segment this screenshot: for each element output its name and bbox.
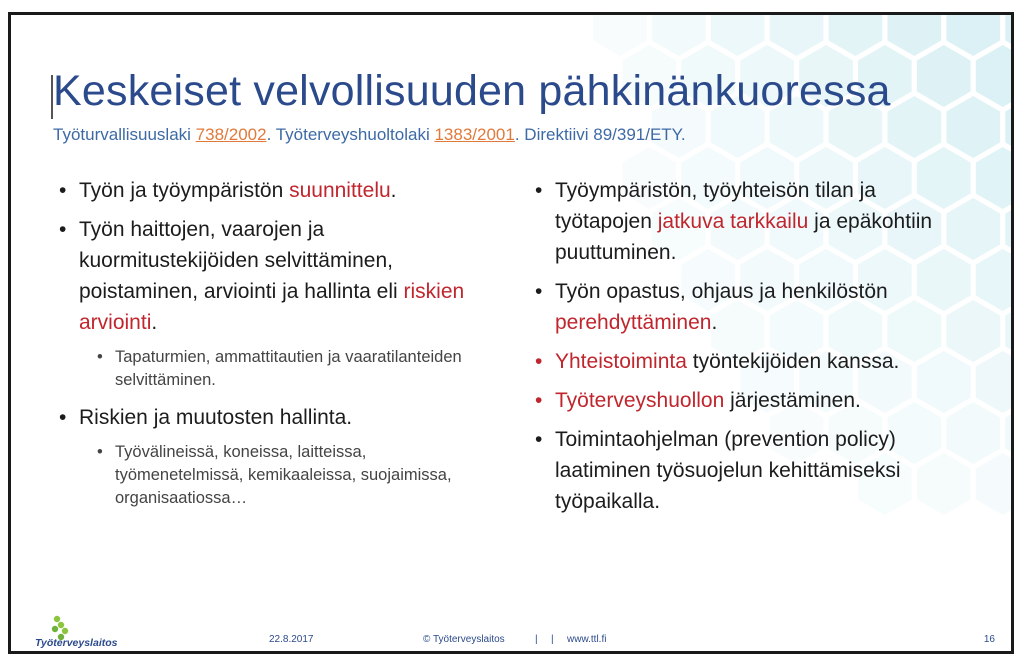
hexagon-shape [829,15,883,56]
footer-url[interactable]: www.ttl.fi [567,634,607,645]
item-text: Työn haittojen, vaarojen ja kuormitustekijöiden selvittäminen, poistaminen, arviointi ja hallinta eli [79,218,404,303]
hexagon-shape [770,15,824,56]
sub-list-item [95,441,477,510]
hexagon-shape [1005,300,1011,362]
item-suffix: . [151,311,158,334]
bullet-dot-icon: • [59,179,67,202]
list-item [533,385,973,416]
item-suffix: . [711,311,718,334]
bullet-dot-icon: • [535,179,543,202]
slide-footer [11,611,1011,651]
item-highlight: riskien arviointi [79,280,465,334]
list-item [533,346,973,377]
item-highlight: suunnittelu [289,179,391,202]
item-text: Työympäristön, työyhteisön tilan ja työtapojen [555,179,876,233]
bullet-dot-icon: • [59,218,67,241]
subtitle-text: . Työterveyshuoltolaki [266,125,435,144]
hexagon-shape [888,15,942,56]
sub-item-text: Tapaturmien, ammattitautien ja vaaratilanteiden selvittäminen. [115,348,462,389]
hexagon-shape [976,453,1011,515]
law-link-738-2002[interactable]: 738/2002 [195,125,267,144]
list-item [533,424,973,517]
slide-subtitle [53,125,686,145]
hexagon-shape [976,45,1011,107]
hexagon-shape [652,15,706,56]
slide-frame [8,12,1014,654]
footer-copyright: © Työterveyslaitos [423,634,505,645]
slide-title: Keskeiset velvollisuuden pähkinänkuoressa [53,67,891,115]
bullet-dot-icon: • [59,406,67,429]
hexagon-shape [593,15,647,56]
bullet-dot-icon: • [535,280,543,303]
hexagon-shape [976,249,1011,311]
list-item [533,276,973,338]
logo-text: Työterveyslaitos [35,637,118,649]
left-bullet-list [57,175,477,520]
item-text: Toimintaohjelman (prevention policy) laatiminen työsuojelun kehittämiseksi työpaikalla. [555,428,901,513]
hexagon-shape [976,147,1011,209]
right-bullet-list [533,175,973,525]
item-suffix: työntekijöiden kanssa. [686,350,900,373]
footer-date: 22.8.2017 [269,634,314,645]
footer-separator: | [535,634,538,645]
law-link-1383-2001[interactable]: 1383/2001 [434,125,515,144]
bullet-dot-icon: • [535,428,543,451]
hexagon-shape [888,96,942,158]
hexagon-shape [976,351,1011,413]
list-item [57,402,477,510]
item-text: Työn opastus, ohjaus ja henkilöstön [555,280,888,303]
hexagon-shape [946,96,1000,158]
sub-list-item [95,346,477,392]
sub-item-text: Työvälineissä, koneissa, laitteissa, työmenetelmissä, kemikaaleissa, suojaimissa, organisaatiossa… [115,443,452,507]
list-item [533,175,973,268]
item-highlight: perehdyttäminen [555,311,712,334]
list-item [57,175,477,206]
item-suffix: . [390,179,397,202]
item-suffix: järjestäminen. [724,389,861,412]
page-number: 16 [983,634,995,645]
hexagon-shape [917,45,971,107]
hexagon-shape [1005,402,1011,464]
footer-separator: | [551,634,554,645]
hexagon-shape [1005,96,1011,158]
bullet-dot-icon: • [535,350,543,373]
item-suffix: ja epäkohtiin puuttuminen. [555,210,933,264]
item-highlight: Yhteistoiminta [555,350,687,373]
hexagon-shape [1005,198,1011,260]
subtitle-text: Työturvallisuuslaki [53,125,196,144]
list-item [57,214,477,392]
hexagon-shape [946,15,1000,56]
subtitle-text: . Direktiivi 89/391/ETY. [514,125,686,144]
bullet-dot-icon: • [97,443,103,461]
item-text: Riskien ja muutosten hallinta. [79,406,353,429]
hexagon-shape [711,15,765,56]
item-highlight: Työterveyshuollon [555,389,725,412]
bullet-dot-icon: • [97,348,103,366]
bullet-dot-icon: • [535,389,543,412]
item-text: Työn ja työympäristön [79,179,290,202]
item-highlight: jatkuva tarkkailu [657,210,809,233]
